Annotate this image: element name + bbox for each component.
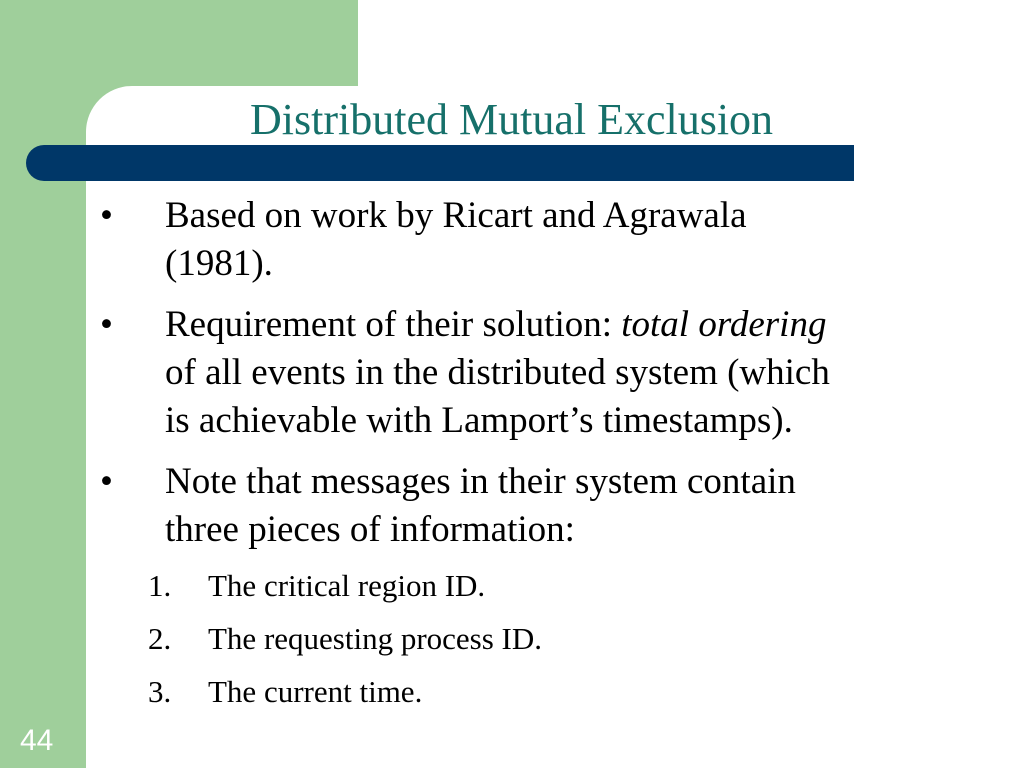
- bullet-1-line-2: (1981).: [165, 243, 273, 284]
- bullet-2-line-1: [165, 301, 995, 349]
- bullet-2-line-3: is achievable with Lamport’s timestamps).: [165, 400, 793, 441]
- slide-title: Distributed Mutual Exclusion: [250, 95, 774, 144]
- bullet-1-line-1: Based on work by Ricart and Agrawala: [165, 195, 747, 236]
- bullet-2-emphasis: total ordering: [621, 304, 827, 345]
- list-item: The requesting process ID.: [208, 621, 543, 656]
- bullet-2-line-2: of all events in the distributed system (which: [165, 352, 830, 393]
- slide-number: 44: [20, 724, 54, 757]
- bullet-3-line-1: Note that messages in their system contain: [165, 461, 796, 502]
- bullet-marker: •: [100, 195, 113, 236]
- list-item-number: 1.: [148, 568, 172, 603]
- bullet-3-line-2: three pieces of information:: [165, 509, 575, 550]
- list-item: The critical region ID.: [208, 568, 486, 603]
- bullet-marker: •: [100, 304, 113, 345]
- bullet-2-text: Requirement of their solution:: [165, 304, 622, 345]
- bullet-marker: •: [100, 461, 113, 502]
- list-item: The current time.: [208, 674, 423, 709]
- list-item-number: 3.: [148, 674, 172, 709]
- list-item-number: 2.: [148, 621, 172, 656]
